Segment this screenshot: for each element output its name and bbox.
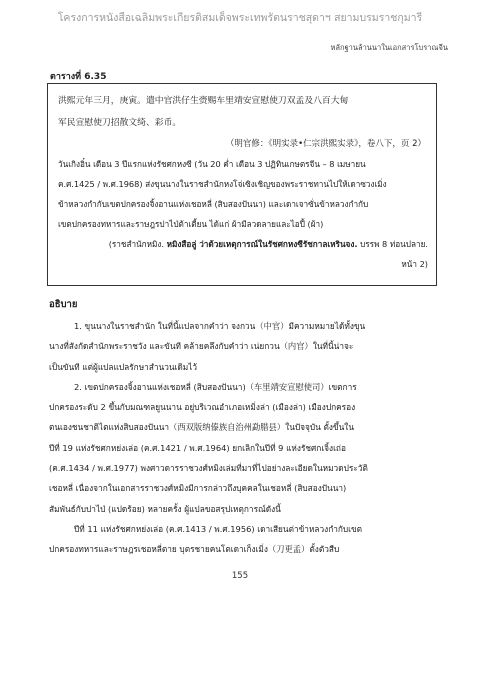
explanation-heading: อธิบาย — [49, 299, 78, 310]
paragraph-line: ปีที่ 11 แห่งรัชศกหย่งเล่อ (ค.ศ.1413 / พ.ศ.1956) เดาเสียนต่าข้าหลวงกำกับเขต — [74, 523, 363, 534]
source-suffix: บรรพ 8 ท่อนปลาย. — [360, 239, 428, 249]
source-reference — [58, 234, 430, 254]
paragraph-line: นางที่สังกัดสำนักพระราชวัง และขันที คล้ายคลึงกับคำว่า เน่ยกวน（内官）ในที่นี้น่าจะ — [49, 341, 354, 352]
quotation-box — [47, 83, 437, 286]
table-title: ตารางที่ 6.35 — [50, 72, 107, 82]
paragraph-line: เป็นขันที แต่ผู้แปลแปลรักษาสำนวนเดิมไว้ — [49, 361, 198, 372]
paragraph-line: ปีที่ 19 แห่งรัชศกหย่งเล่อ (ค.ศ.1421 / พ.ศ.1964) ยกเลิกในปีที่ 9 แห่งรัชศกเจิ้งเถ่อ — [49, 442, 346, 453]
paragraph-line: ปกครองระดับ 2 ขึ้นกับมณฑลยูนนาน อยู่บริเวณอำเภอเหมิ่งล่า (เมืองล่า) เมืองปกครอง — [49, 402, 356, 413]
page-number: 155 — [231, 571, 249, 581]
paragraph-line: สัมพันธ์กับปาไป่ (แปดร้อย) หลายครั้ง ผู้แปลขอสรุปเหตุการณ์ดังนี้ — [49, 503, 281, 514]
translation-line: วันเกิงอิ๋น เดือน 3 ปีแรกแห่งรัชศกหงซี (วัน 20 ค่ำ เดือน 3 ปฏิทินเกษตรจีน – 8 เมษายน — [58, 159, 366, 169]
source-prefix: (ราชสำนักหมิง. — [108, 239, 165, 249]
series-header: โครงการหนังสือเฉลิมพระเกียรติสมเด็จพระเทพรัตนราชสุดาฯ สยามบรมราชกุมารี — [57, 12, 423, 24]
paragraph-line: ปกครองทหารและราษฎรเชอหลี่ตาย บุตรชายคนโตเดาเก็งเมิ่ง（刀更孟）ตั้งตัวสืบ — [49, 544, 340, 555]
translation-line: เขตปกครองทหารและราษฎรปาไป่ต้าเตี้ยน ได้แก่ ผ้ามีลวดลายและไอปี้ (ผ้า) — [58, 219, 324, 229]
source-page: หน้า 2) — [401, 259, 428, 269]
chinese-text-line: 军民宣慰使刀招散文绮、彩币。 — [58, 118, 182, 128]
chinese-citation: （明官修：《明实录•仁宗洪熙实录》，卷八下，页 2） — [225, 139, 426, 149]
source-title: หมิงสือลู่ ว่าด้วยเหตุการณ์ในรัชศกหงซีรัชกาลเหรินจง. — [166, 239, 358, 249]
translation-line: ข้าหลวงกำกับเขตปกครองจิ้งอานแห่งเชอหลี่ (สิบสองปันนา) และเดาเจาซั่นข้าหลวงกำกับ — [58, 199, 369, 209]
book-title: หลักฐานล้านนาในเอกสารโบราณจีน — [330, 43, 448, 52]
paragraph-line: เชอหลี่ เนื่องจากในเอกสารราชวงศ์หมิงมีการกล่าวถึงบุคคลในเชอหลี่ (สิบสองปันนา) — [49, 483, 347, 494]
paragraph-line: (ค.ศ.1434 / พ.ศ.1977) พงศาวดารราชวงศ์หมิงเล่มที่มาที่ไปอย่างละเอียดในหมวดประวัติ — [49, 463, 368, 474]
chinese-text-line: 洪熙元年三月，庚寅。遣中官洪仔生赍赐车里靖安宣慰使刀双孟及八百大甸 — [58, 96, 349, 106]
paragraph-line: 2. เขตปกครองจิ้งอานแห่งเชอหลี่ (สิบสองปันนา)（车里靖安宣慰使司）เขตการ — [74, 381, 357, 392]
paragraph-line: 1. ขุนนางในราชสำนัก ในที่นี้แปลจากคำว่า จงกวน（中官）มีความหมายได้ทั้งขุน — [74, 321, 366, 331]
explanation-body — [49, 316, 439, 560]
paragraph-line: ตนเองชนชาติไตแห่งสิบสองปันนา（西双版纳傣族自治州勐腊县）ในปัจจุบัน ตั้งขึ้นใน — [49, 422, 354, 433]
translation-line: ค.ศ.1425 / พ.ศ.1968) ส่งขุนนางในราชสำนักหงโจ่เซิงเชิญของพระราชทานไปให้เดาซวงเมิ่ง — [58, 179, 387, 189]
